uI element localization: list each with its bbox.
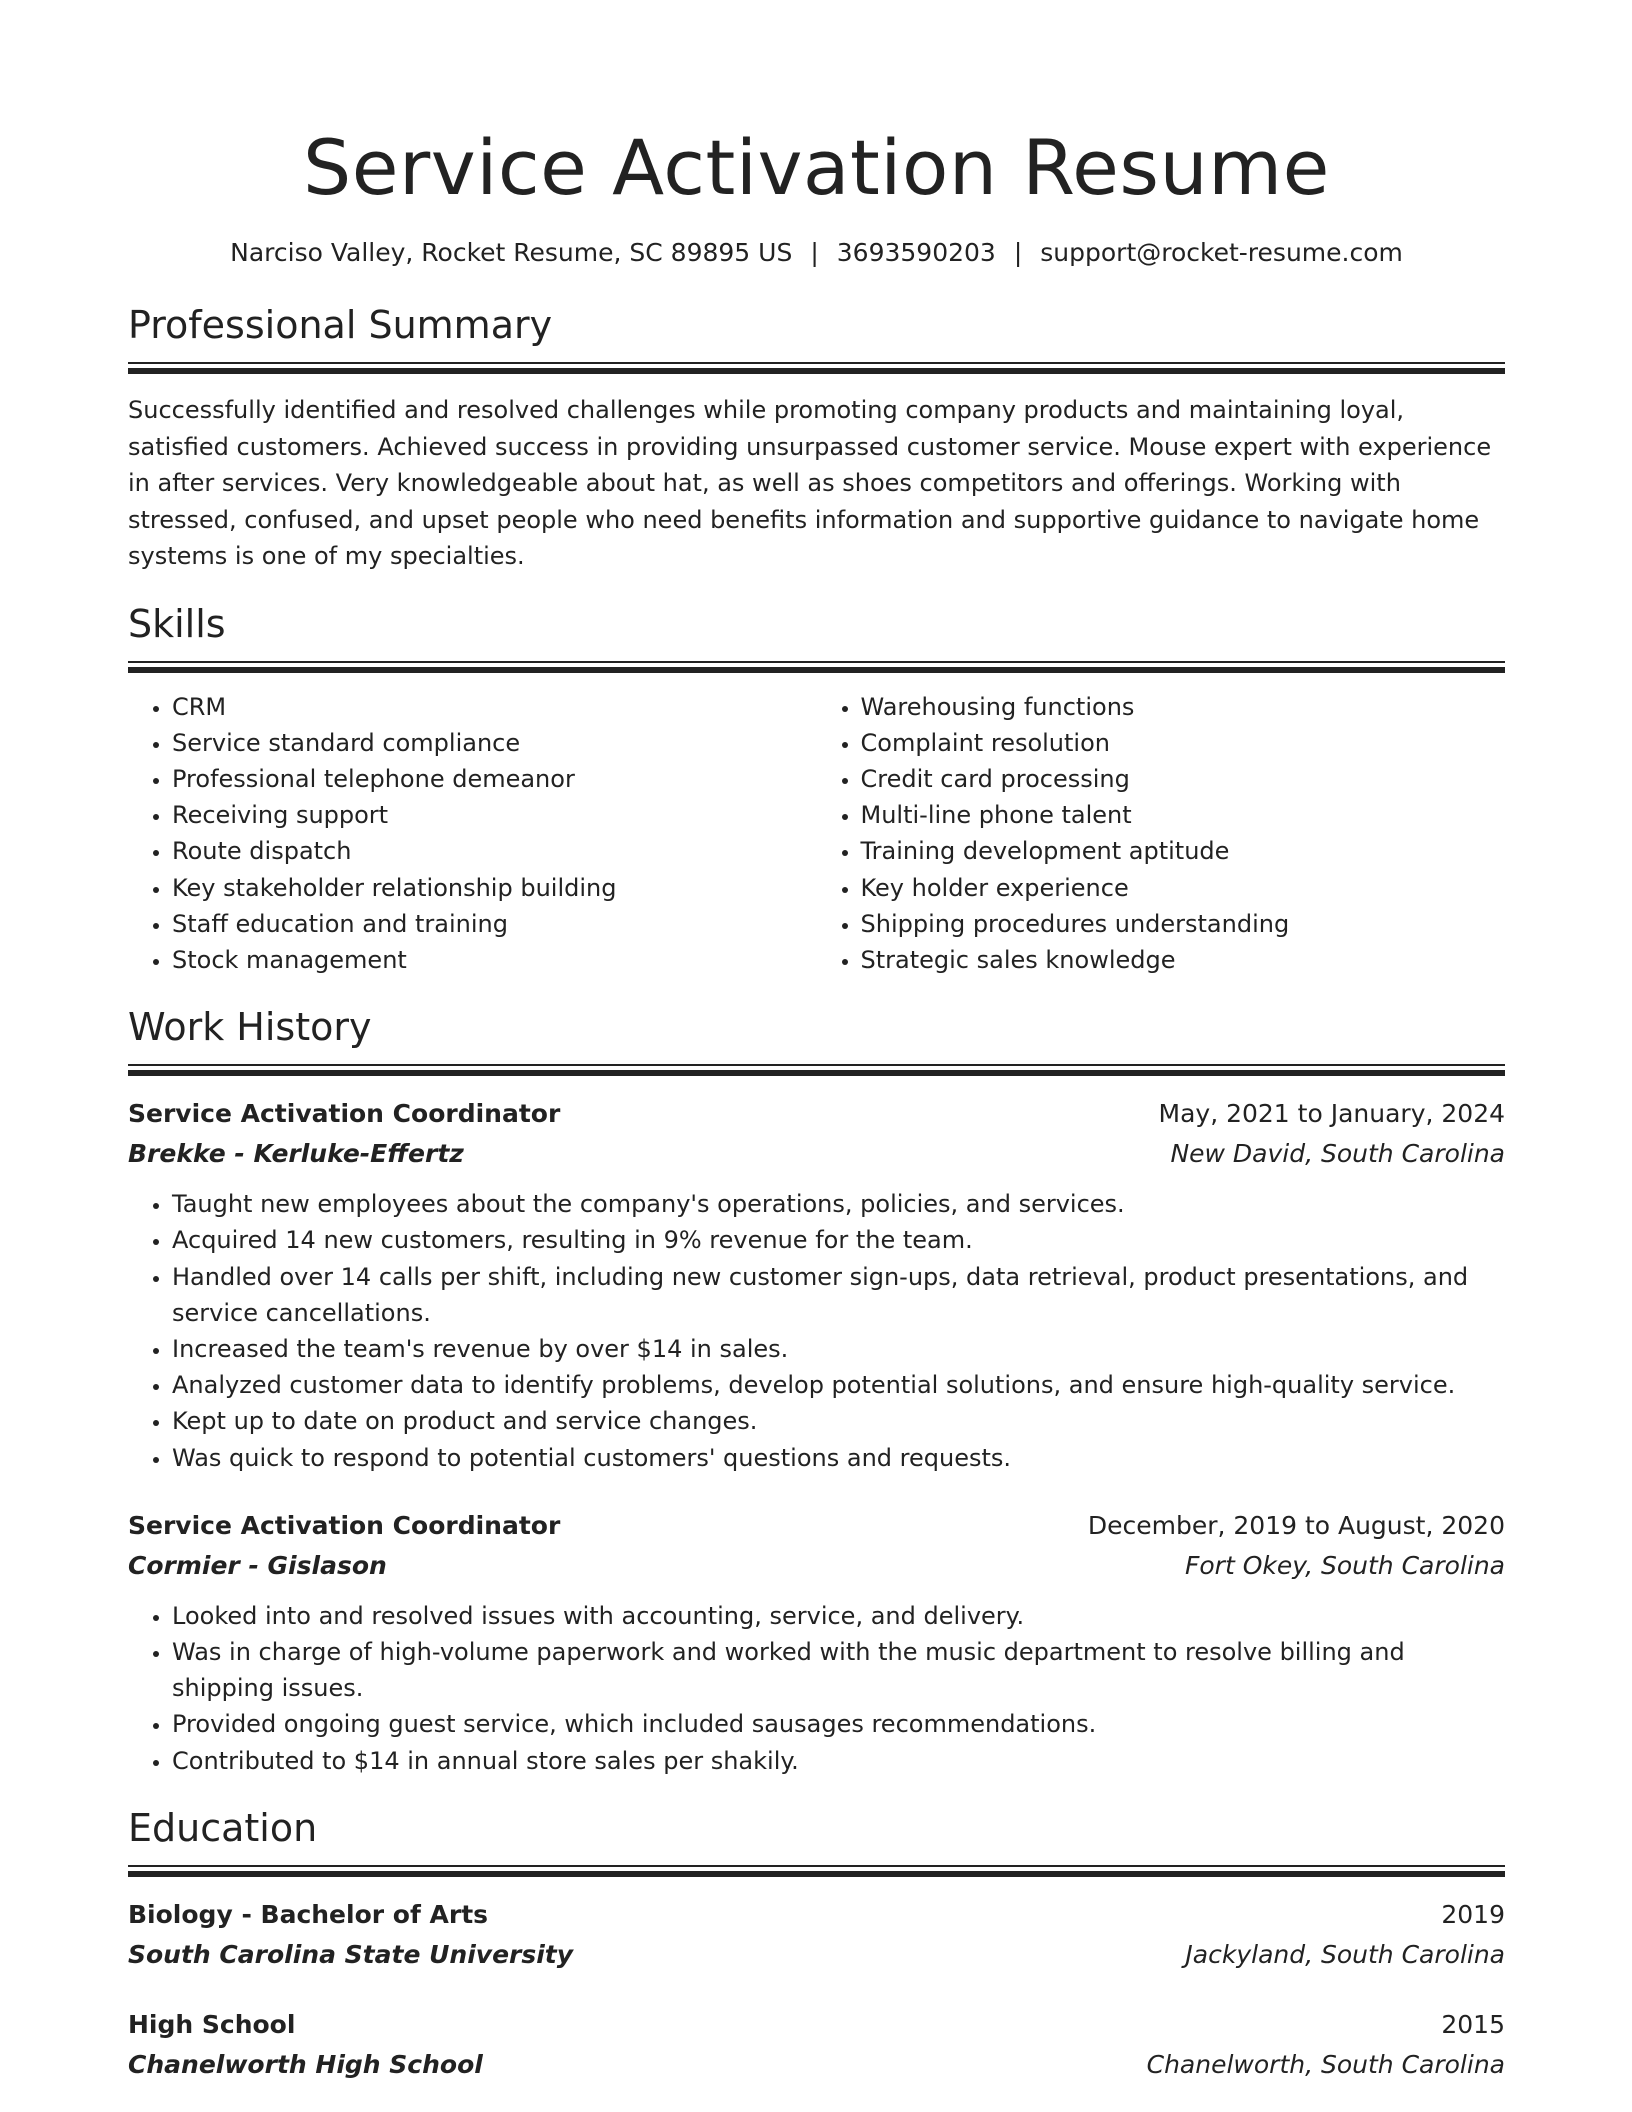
- skill-item: • Training development aptitude: [861, 833, 1506, 869]
- section-divider: [128, 661, 1505, 675]
- list-item: • Was quick to respond to potential customers' questions and requests.: [172, 1440, 1505, 1476]
- job-dates: May, 2021 to January, 2024: [1158, 1099, 1505, 1129]
- skill-item: • Key holder experience: [861, 870, 1506, 906]
- skill-item: • Route dispatch: [172, 833, 817, 869]
- skills-list: [128, 689, 1505, 979]
- skill-item: • Multi-line phone talent: [861, 797, 1506, 833]
- section-divider: [128, 362, 1505, 376]
- education-location: Jackyland, South Carolina: [1185, 1939, 1505, 1969]
- skill-item: • Service standard compliance: [172, 725, 817, 761]
- education-entry: [128, 2005, 1505, 2085]
- skill-item: • Receiving support: [172, 797, 817, 833]
- job-company: Cormier - Gislason: [128, 1550, 387, 1580]
- contact-email: support@rocket-resume.com: [1040, 238, 1403, 267]
- job-location: Fort Okey, South Carolina: [1185, 1550, 1505, 1580]
- resume-page: [128, 0, 1505, 2085]
- list-item: • Was in charge of high-volume paperwork and worked with the music department to resolve billing and shipping issues.: [172, 1634, 1505, 1706]
- skill-item: • CRM: [172, 689, 817, 725]
- list-item: • Handled over 14 calls per shift, including new customer sign-ups, data retrieval, product presentations, and service cancellations.: [172, 1259, 1505, 1331]
- skill-item: • Professional telephone demeanor: [172, 761, 817, 797]
- education-year: 2015: [1441, 2009, 1505, 2039]
- summary-text: Successfully identified and resolved challenges while promoting company products and maintaining loyal, satisfied customers. Achieved success in providing unsurpassed customer service. Mouse expert with experience in after services. Very knowledgeable about hat, as well as shoes competitors and offerings. Working with stressed, confused, and upset people who need benefits information and supportive guidance to navigate home systems is one of my specialties.: [128, 396, 1492, 570]
- list-item: • Contributed to $14 in annual store sales per shakily.: [172, 1743, 1505, 1779]
- section-divider: [128, 1064, 1505, 1078]
- education-location: Chanelworth, South Carolina: [1146, 2049, 1505, 2079]
- skills-heading: Skills: [128, 601, 226, 646]
- education-school: Chanelworth High School: [128, 2049, 483, 2079]
- skills-column-left: [128, 689, 817, 979]
- job-title: Service Activation Coordinator: [128, 1099, 561, 1129]
- skill-item: • Stock management: [172, 942, 817, 978]
- list-item: • Provided ongoing guest service, which included sausages recommendations.: [172, 1706, 1505, 1742]
- work-history-heading: Work History: [128, 1005, 372, 1050]
- contact-line: [128, 236, 1505, 270]
- education-year: 2019: [1441, 1899, 1505, 1929]
- list-item: • Increased the team's revenue by over $14 in sales.: [172, 1331, 1505, 1367]
- contact-separator: |: [1013, 238, 1023, 267]
- skill-item: • Shipping procedures understanding: [861, 906, 1506, 942]
- job-duties: [128, 1598, 1505, 1779]
- skill-item: • Complaint resolution: [861, 725, 1506, 761]
- contact-phone: 3693590203: [836, 238, 996, 267]
- list-item: • Acquired 14 new customers, resulting in 9% revenue for the team.: [172, 1222, 1505, 1258]
- contact-address: Narciso Valley, Rocket Resume, SC 89895 US: [230, 238, 793, 267]
- job-location: New David, South Carolina: [1170, 1139, 1505, 1169]
- education-degree: High School: [128, 2009, 296, 2039]
- education-heading: Education: [128, 1805, 318, 1850]
- resume-title: Service Activation Resume: [303, 123, 1330, 212]
- skill-item: • Warehousing functions: [861, 689, 1506, 725]
- job-company: Brekke - Kerluke-Effertz: [128, 1139, 464, 1169]
- job-entry: [128, 1506, 1505, 1779]
- job-dates: December, 2019 to August, 2020: [1087, 1510, 1505, 1540]
- skills-column-right: [817, 689, 1506, 979]
- list-item: • Kept up to date on product and service changes.: [172, 1403, 1505, 1439]
- list-item: • Analyzed customer data to identify problems, develop potential solutions, and ensure high-quality service.: [172, 1367, 1505, 1403]
- list-item: • Taught new employees about the company's operations, policies, and services.: [172, 1186, 1505, 1222]
- job-duties: [128, 1186, 1505, 1476]
- job-title: Service Activation Coordinator: [128, 1510, 561, 1540]
- skill-item: • Staff education and training: [172, 906, 817, 942]
- summary-section: [128, 300, 1505, 575]
- list-item: • Looked into and resolved issues with accounting, service, and delivery.: [172, 1598, 1505, 1634]
- work-history-section: [128, 1002, 1505, 1779]
- section-divider: [128, 1865, 1505, 1879]
- skill-item: • Credit card processing: [861, 761, 1506, 797]
- skills-section: [128, 599, 1505, 979]
- education-section: [128, 1803, 1505, 2085]
- contact-separator: |: [810, 238, 819, 267]
- education-entry: [128, 1895, 1505, 1975]
- job-entry: [128, 1094, 1505, 1476]
- education-degree: Biology - Bachelor of Arts: [128, 1899, 489, 1929]
- education-school: South Carolina State University: [128, 1939, 574, 1969]
- skill-item: • Key stakeholder relationship building: [172, 870, 817, 906]
- skill-item: • Strategic sales knowledge: [861, 942, 1506, 978]
- summary-heading: Professional Summary: [128, 303, 553, 347]
